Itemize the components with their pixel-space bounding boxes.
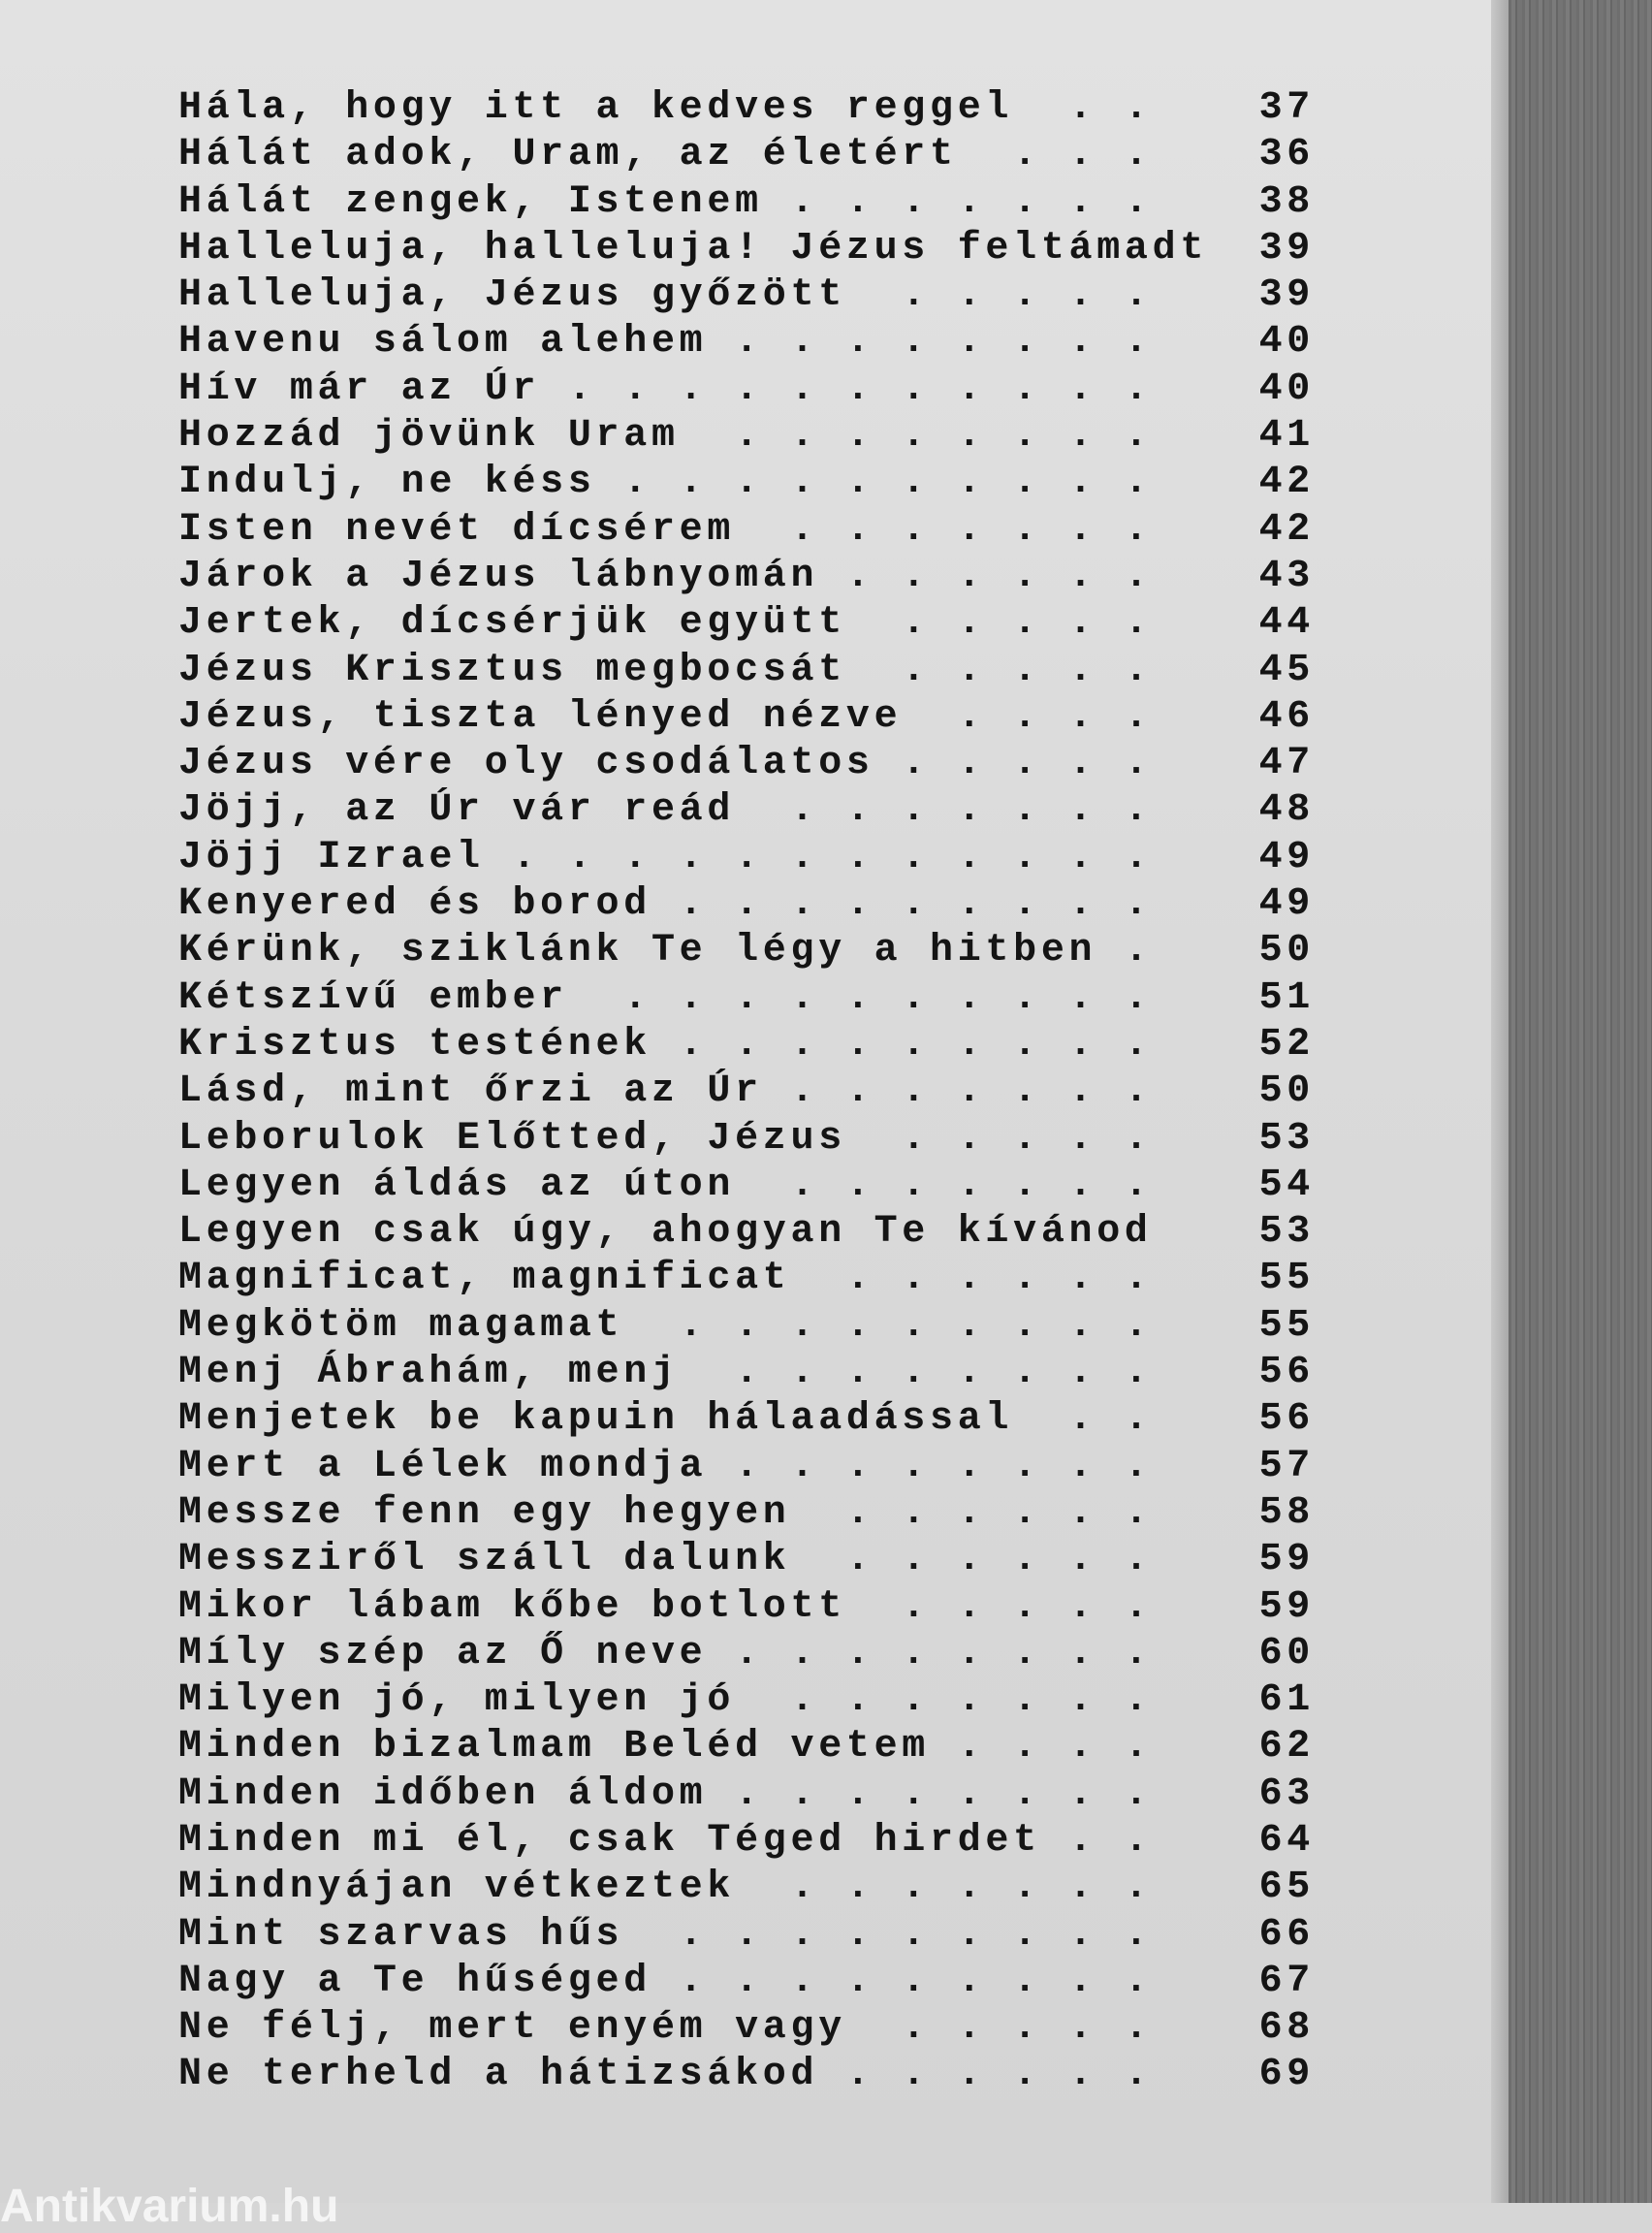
page-number: 65 xyxy=(1258,1866,1315,1910)
dot-leader: . . xyxy=(1013,1397,1181,1442)
table-of-contents xyxy=(178,85,1342,2099)
dot-leader: . . . . . xyxy=(845,601,1181,646)
page-number: 50 xyxy=(1258,929,1315,973)
entry-title: Minden időben áldom xyxy=(178,1771,708,1816)
entry-title: Isten nevét dícsérem xyxy=(178,507,736,552)
toc-entry xyxy=(178,1959,1342,2005)
dot-leader: . . . . . . . . . . xyxy=(595,461,1181,505)
entry-title: Leborulok Előtted, Jézus xyxy=(178,1116,846,1161)
toc-entry xyxy=(178,272,1342,319)
toc-entry xyxy=(178,1771,1342,1818)
dot-leader: . . . . . . xyxy=(790,1257,1181,1301)
entry-title: Hálát adok, Uram, az életért xyxy=(178,133,958,177)
dot-leader: . . . . . . . xyxy=(762,1069,1181,1114)
dot-leader: . . xyxy=(1013,86,1181,130)
entry-title: Hálát zengek, Istenem xyxy=(178,179,763,224)
page-number: 67 xyxy=(1258,1959,1315,2003)
dot-leader: . . . xyxy=(957,133,1181,177)
toc-entry xyxy=(178,413,1342,460)
toc-entry xyxy=(178,881,1342,928)
entry-title: Mindnyájan vétkeztek xyxy=(178,1866,736,1910)
dot-leader: . . . . . . . . . . . xyxy=(540,367,1181,411)
dot-leader: . . . . . xyxy=(845,1584,1181,1629)
dot-leader: . . . . . xyxy=(845,273,1181,318)
page-number: 52 xyxy=(1258,1022,1315,1067)
dot-leader: . . . . . xyxy=(845,648,1181,692)
page-number: 58 xyxy=(1258,1490,1315,1535)
entry-title: Halleluja, halleluja! Jézus feltámadt xyxy=(178,226,1209,271)
page-number: 53 xyxy=(1258,1116,1315,1161)
entry-title: Járok a Jézus lábnyomán xyxy=(178,554,819,598)
dot-leader: . . . . . . xyxy=(818,2053,1181,2097)
page-number: 36 xyxy=(1258,133,1315,177)
toc-entry xyxy=(178,741,1342,787)
page-number: 64 xyxy=(1258,1818,1315,1863)
dot-leader: . . . . . . . xyxy=(762,179,1181,224)
page-number: 39 xyxy=(1258,273,1315,318)
entry-title: Hív már az Úr xyxy=(178,367,541,411)
entry-title: Jöjj, az Úr vár reád xyxy=(178,788,736,833)
toc-entry xyxy=(178,1396,1342,1443)
dot-leader: . . xyxy=(1040,1818,1181,1863)
entry-title: Jertek, dícsérjük együtt xyxy=(178,601,846,646)
entry-title: Krisztus testének xyxy=(178,1022,651,1067)
page-number: 41 xyxy=(1258,414,1315,459)
toc-entry xyxy=(178,1677,1342,1724)
toc-entry xyxy=(178,975,1342,1022)
page-number: 49 xyxy=(1258,882,1315,927)
dot-leader: . . . . . xyxy=(845,1116,1181,1161)
toc-entry xyxy=(178,132,1342,178)
entry-title: Ne félj, mert enyém vagy xyxy=(178,2006,846,2051)
entry-title: Mikor lábam kőbe botlott xyxy=(178,1584,846,1629)
toc-entry xyxy=(178,1303,1342,1350)
toc-entry xyxy=(178,1116,1342,1163)
entry-title: Indulj, ne késs xyxy=(178,461,596,505)
entry-title: Magnificat, magnificat xyxy=(178,1257,791,1301)
dot-leader: . . . . . xyxy=(874,742,1181,786)
page-number: 61 xyxy=(1258,1678,1315,1723)
entry-title: Ne terheld a hátizsákod xyxy=(178,2053,819,2097)
toc-entry xyxy=(178,1163,1342,1209)
page-number: 53 xyxy=(1258,1210,1315,1255)
dot-leader: . . . . . . . xyxy=(735,788,1181,833)
page-number: 55 xyxy=(1258,1303,1315,1348)
dot-leader: . . . . . . . . . . . . xyxy=(484,835,1181,879)
page-number: 49 xyxy=(1258,835,1315,879)
page-number: 44 xyxy=(1258,601,1315,646)
entry-title: Kérünk, sziklánk Te légy a hitben xyxy=(178,929,1097,973)
dot-leader: . . . . . . xyxy=(818,554,1181,598)
entry-title: Legyen csak úgy, ahogyan Te kívánod xyxy=(178,1210,1153,1255)
entry-title: Minden mi él, csak Téged hirdet xyxy=(178,1818,1041,1863)
toc-entry xyxy=(178,1631,1342,1677)
entry-title: Kétszívű ember xyxy=(178,975,568,1020)
dot-leader: . . . . . . xyxy=(790,1538,1181,1582)
page-number: 38 xyxy=(1258,179,1315,224)
page-number: 63 xyxy=(1258,1771,1315,1816)
dot-leader: . . . . . . . . xyxy=(679,1351,1181,1395)
dot-leader: . . . . . . . . xyxy=(707,320,1181,365)
dot-leader: . . . . . . . . . xyxy=(623,1912,1181,1957)
dot-leader: . . . . . . . . . xyxy=(623,1303,1181,1348)
page-number: 48 xyxy=(1258,788,1315,833)
toc-entry xyxy=(178,835,1342,881)
dot-leader: . . . . . . . . xyxy=(707,1631,1181,1675)
entry-title: Jézus Krisztus megbocsát xyxy=(178,648,846,692)
entry-title: Jézus, tiszta lényed nézve xyxy=(178,694,903,739)
dot-leader: . . . . . . . . . xyxy=(651,1022,1181,1067)
wooden-background xyxy=(1509,0,1652,2203)
toc-entry xyxy=(178,928,1342,974)
dot-leader: . xyxy=(1096,929,1181,973)
entry-title: Messziről száll dalunk xyxy=(178,1538,791,1582)
page-number: 39 xyxy=(1258,226,1315,271)
page-number: 56 xyxy=(1258,1397,1315,1442)
toc-entry xyxy=(178,1350,1342,1396)
page-number: 51 xyxy=(1258,975,1315,1020)
toc-entry xyxy=(178,1069,1342,1115)
page-number: 54 xyxy=(1258,1163,1315,1207)
page-number: 62 xyxy=(1258,1725,1315,1770)
toc-entry xyxy=(178,1022,1342,1069)
entry-title: Minden bizalmam Beléd vetem xyxy=(178,1725,931,1770)
toc-entry xyxy=(178,600,1342,647)
page-number: 42 xyxy=(1258,507,1315,552)
page-number: 56 xyxy=(1258,1351,1315,1395)
entry-title: Hála, hogy itt a kedves reggel xyxy=(178,86,1014,130)
page-number: 69 xyxy=(1258,2053,1315,2097)
page-number: 50 xyxy=(1258,1069,1315,1114)
toc-entry xyxy=(178,85,1342,132)
dot-leader: . . . . . . . . xyxy=(707,1444,1181,1488)
entry-title: Kenyered és borod xyxy=(178,882,651,927)
toc-entry xyxy=(178,367,1342,413)
page-number: 55 xyxy=(1258,1257,1315,1301)
dot-leader: . . . . . . xyxy=(790,1490,1181,1535)
entry-title: Hozzád jövünk Uram xyxy=(178,414,680,459)
page-number: 45 xyxy=(1258,648,1315,692)
page-number: 47 xyxy=(1258,742,1315,786)
entry-title: Míly szép az Ő neve xyxy=(178,1631,708,1675)
entry-title: Milyen jó, milyen jó xyxy=(178,1678,736,1723)
entry-title: Menj Ábrahám, menj xyxy=(178,1351,680,1395)
page-number: 42 xyxy=(1258,461,1315,505)
page-number: 43 xyxy=(1258,554,1315,598)
dot-leader: . . . . . . . xyxy=(735,1163,1181,1207)
entry-title: Havenu sálom alehem xyxy=(178,320,708,365)
dot-leader: . . . . . . . xyxy=(735,1866,1181,1910)
toc-entry xyxy=(178,554,1342,600)
page-number: 59 xyxy=(1258,1538,1315,1582)
page-number: 40 xyxy=(1258,320,1315,365)
entry-title: Mint szarvas hűs xyxy=(178,1912,624,1957)
toc-entry xyxy=(178,694,1342,741)
entry-title: Mert a Lélek mondja xyxy=(178,1444,708,1488)
toc-entry xyxy=(178,787,1342,834)
page-number: 37 xyxy=(1258,86,1315,130)
toc-entry xyxy=(178,319,1342,366)
dot-leader: . . . . . . . . xyxy=(707,1771,1181,1816)
entry-title: Halleluja, Jézus győzött xyxy=(178,273,846,318)
toc-entry xyxy=(178,1912,1342,1959)
toc-entry xyxy=(178,1256,1342,1302)
entry-title: Lásd, mint őrzi az Úr xyxy=(178,1069,763,1114)
toc-entry xyxy=(178,1818,1342,1865)
entry-title: Jöjj Izrael xyxy=(178,835,485,879)
toc-entry xyxy=(178,460,1342,506)
toc-entry xyxy=(178,648,1342,694)
toc-entry xyxy=(178,226,1342,272)
page-number: 40 xyxy=(1258,367,1315,411)
page-number: 60 xyxy=(1258,1631,1315,1675)
toc-entry xyxy=(178,2005,1342,2052)
entry-title: Legyen áldás az úton xyxy=(178,1163,736,1207)
toc-entry xyxy=(178,1865,1342,1911)
entry-title: Megkötöm magamat xyxy=(178,1303,624,1348)
toc-entry xyxy=(178,1724,1342,1770)
toc-entry xyxy=(178,179,1342,226)
page-number: 46 xyxy=(1258,694,1315,739)
toc-entry xyxy=(178,507,1342,554)
dot-leader: . . . . . . . . . xyxy=(651,1959,1181,2003)
dot-leader: . . . . . xyxy=(845,2006,1181,2051)
page-edge xyxy=(1491,0,1509,2203)
dot-leader: . . . . . . . xyxy=(735,1678,1181,1723)
dot-leader: . . . . . . . . . . xyxy=(567,975,1181,1020)
dot-leader: . . . . . . . xyxy=(735,507,1181,552)
toc-entry xyxy=(178,1444,1342,1490)
toc-entry xyxy=(178,1490,1342,1537)
dot-leader: . . . . . . . . xyxy=(679,414,1181,459)
entry-title: Nagy a Te hűséged xyxy=(178,1959,651,2003)
page-number: 57 xyxy=(1258,1444,1315,1488)
watermark: Antikvarium.hu xyxy=(0,2181,339,2232)
toc-entry xyxy=(178,1209,1342,1256)
dot-leader: . . . . xyxy=(902,694,1181,739)
dot-leader: . . . . xyxy=(930,1725,1181,1770)
page-number: 66 xyxy=(1258,1912,1315,1957)
entry-title: Messze fenn egy hegyen xyxy=(178,1490,791,1535)
dot-leader: . . . . . . . . . xyxy=(651,882,1181,927)
entry-title: Jézus vére oly csodálatos xyxy=(178,742,874,786)
toc-entry xyxy=(178,2052,1342,2098)
toc-entry xyxy=(178,1584,1342,1631)
toc-entry xyxy=(178,1537,1342,1583)
page-number: 59 xyxy=(1258,1584,1315,1629)
page-number: 68 xyxy=(1258,2006,1315,2051)
entry-title: Menjetek be kapuin hálaadással xyxy=(178,1397,1014,1442)
